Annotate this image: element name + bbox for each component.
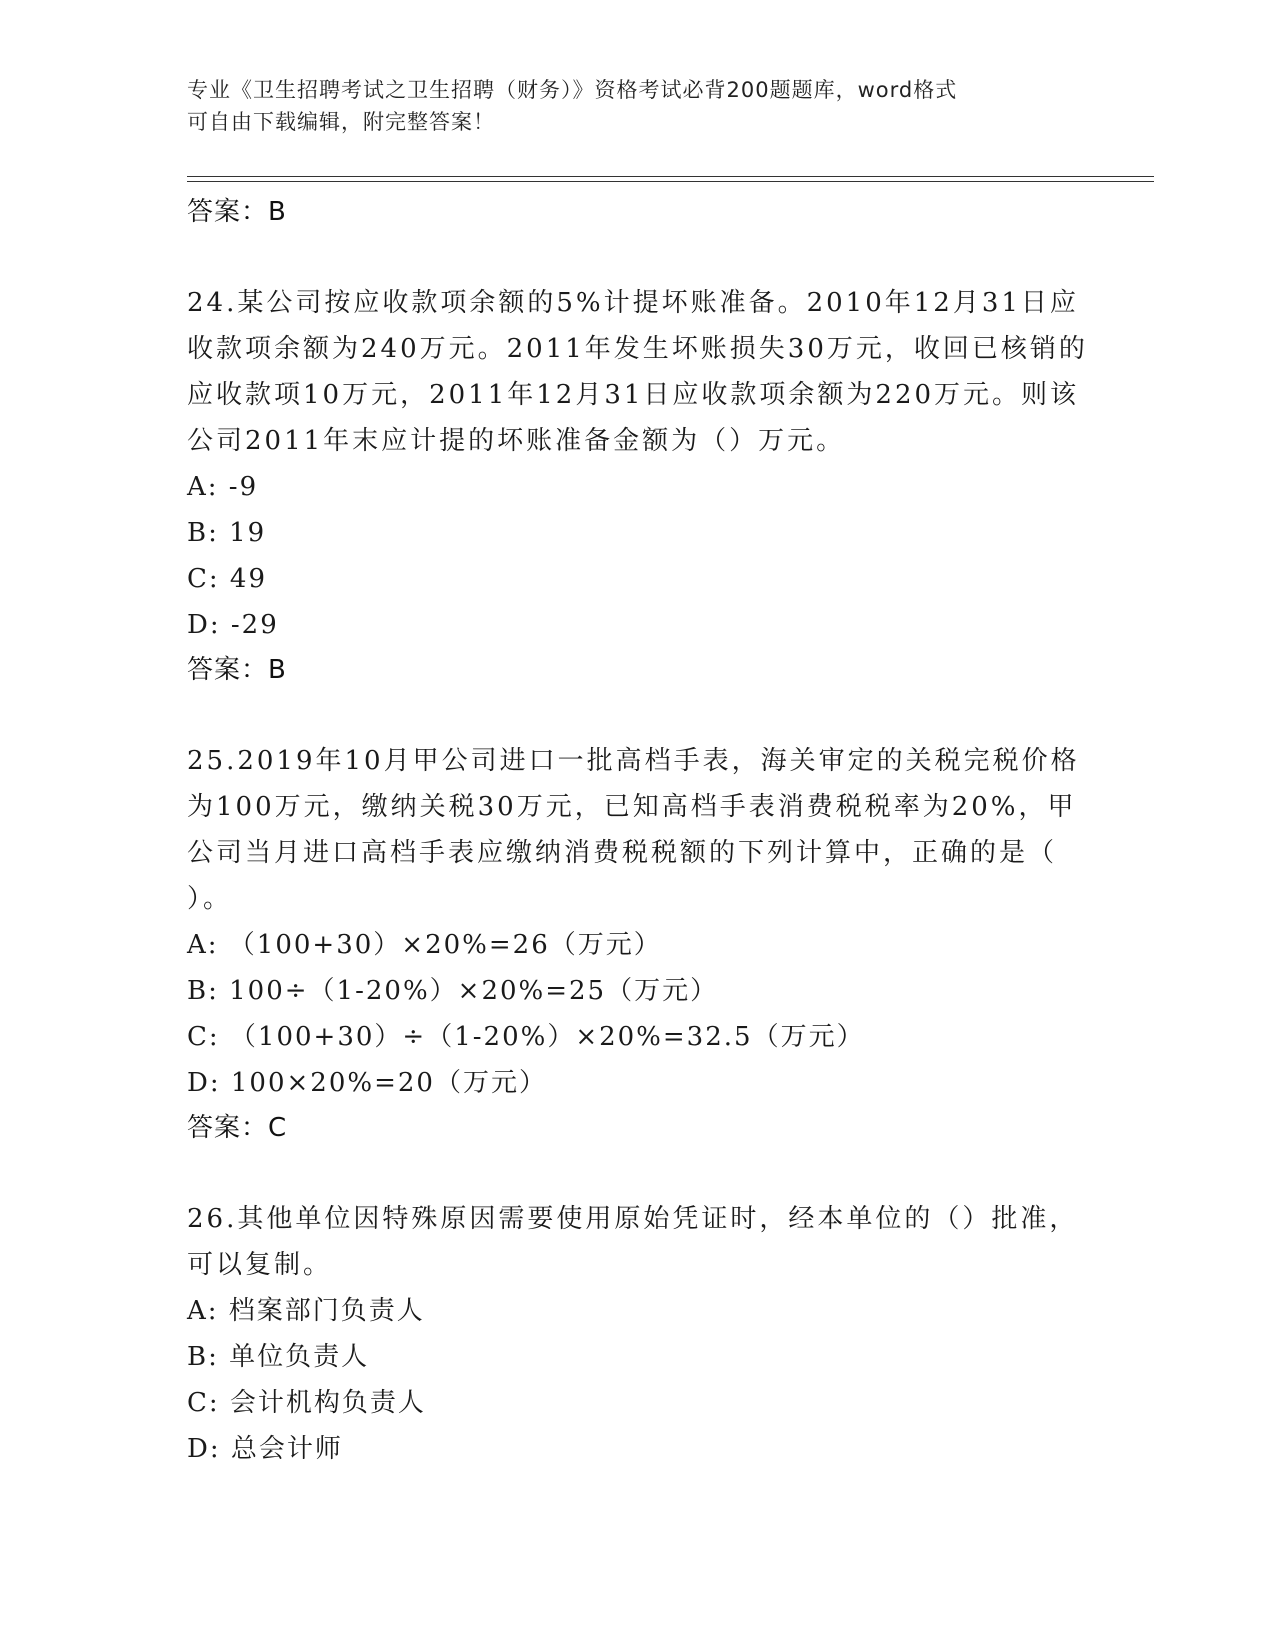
document-body bbox=[187, 190, 1087, 1472]
page-header bbox=[187, 74, 1067, 138]
question-25 bbox=[187, 738, 1087, 1150]
question-stem bbox=[187, 738, 1087, 922]
option-b: B: 单位负责人 bbox=[187, 1342, 370, 1372]
answer-label: 答案：B bbox=[187, 197, 287, 227]
stem-line: 公司当月进口高档手表应缴纳消费税税额的下列计算中，正确的是（ bbox=[187, 838, 1058, 868]
stem-line: ）。 bbox=[187, 884, 233, 914]
stem-line: 26.其他单位因特殊原因需要使用原始凭证时，经本单位的（）批准， bbox=[187, 1204, 1079, 1234]
option-b: B: 19 bbox=[187, 518, 267, 548]
stem-line: 24.某公司按应收款项余额的5%计提坏账准备。2010年12月31日应 bbox=[187, 288, 1079, 318]
option-c: C: 会计机构负责人 bbox=[187, 1388, 426, 1418]
stem-line: 25.2019年10月甲公司进口一批高档手表，海关审定的关税完税价格 bbox=[187, 746, 1080, 776]
stem-line: 应收款项10万元，2011年12月31日应收款项余额为220万元。则该 bbox=[187, 380, 1080, 410]
header-line-1: 专业《卫生招聘考试之卫生招聘（财务）》资格考试必背200题题库，word格式 bbox=[187, 78, 958, 102]
stem-line: 可以复制。 bbox=[187, 1250, 333, 1280]
option-a: A: -9 bbox=[187, 472, 259, 502]
answer-label: 答案：C bbox=[187, 1113, 288, 1143]
question-24 bbox=[187, 280, 1087, 692]
stem-line: 公司2011年末应计提的坏账准备金额为（）万元。 bbox=[187, 426, 846, 456]
header-rule-top bbox=[187, 176, 1154, 177]
option-a: A: 档案部门负责人 bbox=[187, 1296, 425, 1326]
stem-line: 为100万元，缴纳关税30万元，已知高档手表消费税税率为20%，甲 bbox=[187, 792, 1077, 822]
header-line-2: 可自由下载编辑，附完整答案！ bbox=[187, 110, 495, 134]
question-stem bbox=[187, 1196, 1087, 1288]
option-c: C: （100+30）÷（1-20%）×20%=32.5（万元） bbox=[187, 1022, 865, 1052]
header-rule-bottom bbox=[187, 181, 1154, 182]
option-c: C: 49 bbox=[187, 564, 268, 594]
option-d: D: 100×20%=20（万元） bbox=[187, 1068, 547, 1098]
answer-label: 答案：B bbox=[187, 655, 287, 685]
stem-line: 收款项余额为240万元。2011年发生坏账损失30万元，收回已核销的 bbox=[187, 334, 1088, 364]
question-26 bbox=[187, 1196, 1087, 1472]
option-b: B: 100÷（1-20%）×20%=25（万元） bbox=[187, 976, 719, 1006]
option-d: D: 总会计师 bbox=[187, 1434, 343, 1464]
question-stem bbox=[187, 280, 1087, 464]
option-a: A: （100+30）×20%=26（万元） bbox=[187, 930, 662, 960]
option-d: D: -29 bbox=[187, 610, 279, 640]
